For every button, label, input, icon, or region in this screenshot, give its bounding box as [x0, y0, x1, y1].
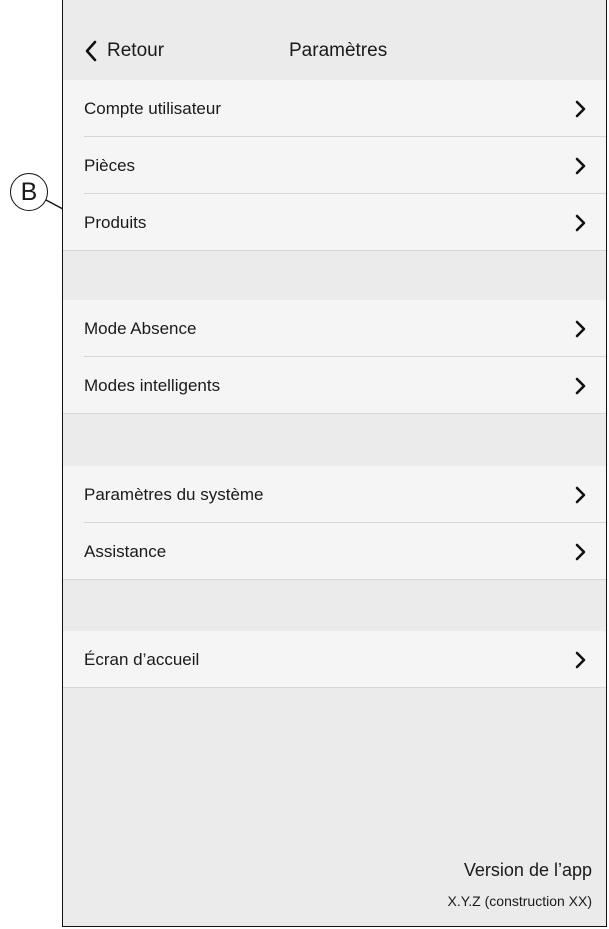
chevron-right-icon: [574, 651, 586, 669]
menu-item-label: Pièces: [84, 155, 136, 175]
group-divider: [63, 579, 606, 580]
callout-marker: [10, 173, 48, 211]
chevron-right-icon: [574, 486, 586, 504]
menu-item-label: Écran d’accueil: [84, 649, 200, 669]
menu-item-pieces[interactable]: [63, 137, 606, 194]
settings-group-modes: [63, 300, 606, 414]
group-divider: [63, 413, 606, 414]
page-title: Paramètres: [289, 40, 388, 61]
menu-item-label: Paramètres du système: [84, 484, 264, 504]
menu-item-label: Modes intelligents: [84, 375, 221, 395]
group-divider: [63, 687, 606, 688]
menu-item-compte-utilisateur[interactable]: [63, 80, 606, 137]
callout-letter: B: [20, 177, 38, 206]
chevron-right-icon: [574, 157, 586, 175]
menu-item-mode-absence[interactable]: [63, 300, 606, 357]
chevron-right-icon: [574, 543, 586, 561]
group-divider: [63, 250, 606, 251]
back-button[interactable]: [83, 36, 164, 66]
menu-item-produits[interactable]: [63, 194, 606, 251]
app-version-number: X.Y.Z (construction XX): [447, 893, 592, 909]
chevron-right-icon: [574, 377, 586, 395]
back-button-label: Retour: [107, 40, 165, 61]
settings-group-home-screen: [63, 631, 606, 688]
settings-screen: [62, 0, 607, 927]
chevron-right-icon: [574, 100, 586, 118]
menu-item-label: Produits: [84, 212, 147, 232]
menu-item-modes-intelligents[interactable]: [63, 357, 606, 414]
menu-item-label: Mode Absence: [84, 318, 197, 338]
menu-item-parametres-du-systeme[interactable]: [63, 466, 606, 523]
app-version-label: Version de l’app: [463, 860, 592, 880]
menu-item-ecran-d-accueil[interactable]: [63, 631, 606, 688]
menu-item-label: Compte utilisateur: [84, 98, 222, 118]
navigation-bar: [63, 0, 606, 80]
chevron-left-icon: [83, 39, 99, 63]
chevron-right-icon: [574, 214, 586, 232]
settings-group-system: [63, 466, 606, 580]
menu-item-assistance[interactable]: [63, 523, 606, 580]
chevron-right-icon: [574, 320, 586, 338]
menu-item-label: Assistance: [84, 541, 167, 561]
settings-group-account: [63, 80, 606, 251]
